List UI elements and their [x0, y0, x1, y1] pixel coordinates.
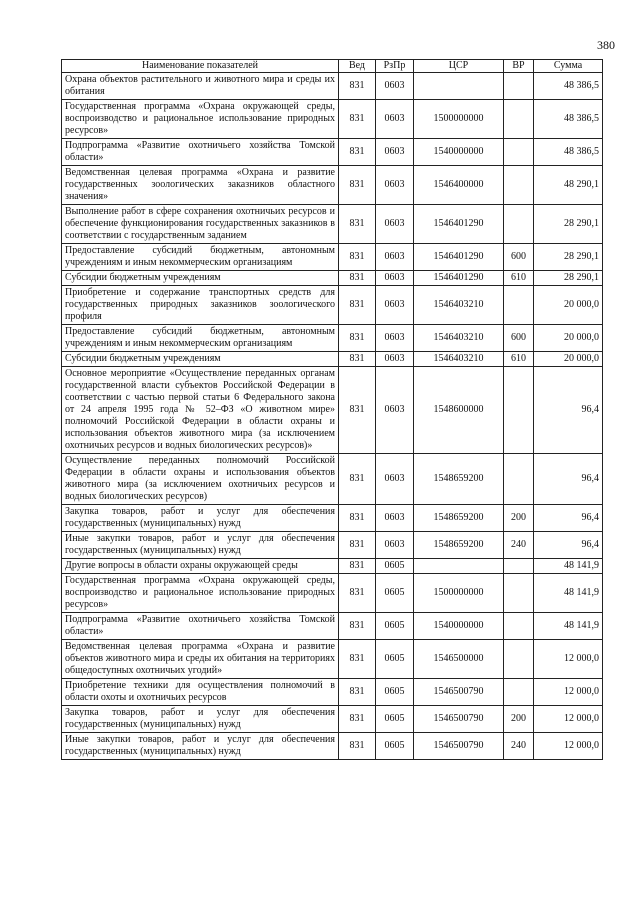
- cell-sum: 12 000,0: [534, 733, 603, 760]
- cell-rzpr: 0603: [376, 244, 414, 271]
- cell-sum: 12 000,0: [534, 679, 603, 706]
- cell-csr: 1546500790: [414, 733, 504, 760]
- cell-name: Государственная программа «Охрана окружающей среды, воспроизводство и рациональное использование природных ресурсов»: [62, 574, 339, 613]
- cell-csr: 1500000000: [414, 574, 504, 613]
- cell-sum: 20 000,0: [534, 352, 603, 367]
- cell-name: Другие вопросы в области охраны окружающей среды: [62, 559, 339, 574]
- cell-sum: 48 386,5: [534, 73, 603, 100]
- header-row: [62, 60, 603, 73]
- cell-sum: 28 290,1: [534, 244, 603, 271]
- cell-vr: [504, 613, 534, 640]
- cell-name: Иные закупки товаров, работ и услуг для обеспечения государственных (муниципальных) нужд: [62, 532, 339, 559]
- cell-rzpr: 0603: [376, 205, 414, 244]
- cell-vr: 600: [504, 244, 534, 271]
- table-row: [62, 532, 603, 559]
- cell-vr: 240: [504, 532, 534, 559]
- cell-ved: 831: [339, 100, 376, 139]
- budget-table: [61, 59, 603, 760]
- cell-name: Подпрограмма «Развитие охотничьего хозяйства Томской области»: [62, 139, 339, 166]
- cell-name: Субсидии бюджетным учреждениям: [62, 271, 339, 286]
- cell-rzpr: 0605: [376, 706, 414, 733]
- cell-sum: 20 000,0: [534, 286, 603, 325]
- table-row: [62, 613, 603, 640]
- cell-ved: 831: [339, 505, 376, 532]
- header-csr: ЦСР: [414, 60, 504, 73]
- cell-sum: 48 386,5: [534, 139, 603, 166]
- cell-vr: [504, 286, 534, 325]
- table-row: [62, 73, 603, 100]
- cell-ved: 831: [339, 166, 376, 205]
- cell-name: Осуществление переданных полномочий Российской Федерации в области охраны и использования объектов животного мира (за исключением охотничьих ресурсов и водных биологических ресурсов): [62, 454, 339, 505]
- cell-csr: 1540000000: [414, 139, 504, 166]
- table-row: [62, 706, 603, 733]
- cell-sum: 48 386,5: [534, 100, 603, 139]
- cell-ved: 831: [339, 367, 376, 454]
- cell-sum: 96,4: [534, 367, 603, 454]
- cell-name: Приобретение и содержание транспортных средств для государственных природных заказников зоологического профиля: [62, 286, 339, 325]
- cell-csr: 1546400000: [414, 166, 504, 205]
- cell-csr: 1546403210: [414, 352, 504, 367]
- table-row: [62, 271, 603, 286]
- cell-csr: 1546500790: [414, 679, 504, 706]
- cell-vr: 610: [504, 271, 534, 286]
- cell-ved: 831: [339, 574, 376, 613]
- cell-ved: 831: [339, 733, 376, 760]
- cell-rzpr: 0603: [376, 73, 414, 100]
- cell-csr: 1540000000: [414, 613, 504, 640]
- table-row: [62, 205, 603, 244]
- cell-rzpr: 0603: [376, 100, 414, 139]
- table-body: [62, 73, 603, 760]
- cell-rzpr: 0605: [376, 733, 414, 760]
- cell-sum: 12 000,0: [534, 706, 603, 733]
- table-row: [62, 286, 603, 325]
- cell-name: Ведомственная целевая программа «Охрана и развитие объектов животного мира и среды их обитания на территориях общедоступных охотничьих угодий»: [62, 640, 339, 679]
- cell-ved: 831: [339, 706, 376, 733]
- cell-ved: 831: [339, 352, 376, 367]
- table-row: [62, 679, 603, 706]
- cell-csr: 1546401290: [414, 244, 504, 271]
- cell-ved: 831: [339, 205, 376, 244]
- table-row: [62, 139, 603, 166]
- cell-csr: 1546500790: [414, 706, 504, 733]
- cell-rzpr: 0605: [376, 679, 414, 706]
- cell-vr: [504, 205, 534, 244]
- cell-rzpr: 0603: [376, 352, 414, 367]
- cell-name: Предоставление субсидий бюджетным, автономным учреждениям и иным некоммерческим организациям: [62, 325, 339, 352]
- cell-vr: [504, 166, 534, 205]
- cell-ved: 831: [339, 532, 376, 559]
- cell-csr: 1546403210: [414, 286, 504, 325]
- cell-vr: [504, 100, 534, 139]
- cell-sum: 48 290,1: [534, 166, 603, 205]
- cell-sum: 48 141,9: [534, 574, 603, 613]
- cell-sum: 48 141,9: [534, 613, 603, 640]
- table-row: [62, 454, 603, 505]
- cell-name: Субсидии бюджетным учреждениям: [62, 352, 339, 367]
- cell-name: Ведомственная целевая программа «Охрана и развитие государственных зоологических заказников областного значения»: [62, 166, 339, 205]
- cell-vr: [504, 574, 534, 613]
- cell-ved: 831: [339, 271, 376, 286]
- cell-sum: 20 000,0: [534, 325, 603, 352]
- table-row: [62, 166, 603, 205]
- cell-sum: 28 290,1: [534, 271, 603, 286]
- cell-rzpr: 0603: [376, 532, 414, 559]
- cell-rzpr: 0603: [376, 454, 414, 505]
- cell-csr: 1548659200: [414, 532, 504, 559]
- cell-vr: [504, 73, 534, 100]
- cell-ved: 831: [339, 73, 376, 100]
- cell-vr: [504, 679, 534, 706]
- cell-csr: 1546403210: [414, 325, 504, 352]
- table-row: [62, 559, 603, 574]
- cell-name: Закупка товаров, работ и услуг для обеспечения государственных (муниципальных) нужд: [62, 505, 339, 532]
- cell-ved: 831: [339, 559, 376, 574]
- cell-ved: 831: [339, 613, 376, 640]
- cell-ved: 831: [339, 286, 376, 325]
- table-header: [62, 60, 603, 73]
- cell-rzpr: 0603: [376, 271, 414, 286]
- cell-sum: 96,4: [534, 505, 603, 532]
- page-number: 380: [597, 38, 615, 52]
- cell-rzpr: 0605: [376, 640, 414, 679]
- cell-vr: 200: [504, 706, 534, 733]
- cell-name: Приобретение техники для осуществления полномочий в области охоты и охотничьих ресурсов: [62, 679, 339, 706]
- cell-csr: [414, 559, 504, 574]
- cell-name: Государственная программа «Охрана окружающей среды, воспроизводство и рациональное использование природных ресурсов»: [62, 100, 339, 139]
- cell-ved: 831: [339, 640, 376, 679]
- cell-rzpr: 0605: [376, 559, 414, 574]
- table-row: [62, 640, 603, 679]
- cell-rzpr: 0603: [376, 325, 414, 352]
- cell-sum: 28 290,1: [534, 205, 603, 244]
- cell-csr: [414, 73, 504, 100]
- cell-ved: 831: [339, 679, 376, 706]
- table-row: [62, 244, 603, 271]
- cell-vr: 240: [504, 733, 534, 760]
- cell-vr: 200: [504, 505, 534, 532]
- cell-rzpr: 0603: [376, 505, 414, 532]
- cell-vr: 600: [504, 325, 534, 352]
- cell-name: Основное мероприятие «Осуществление переданных органам государственной власти субъектов Российской Федерации в соответствии с частью первой статьи 6 Федерального закона от 24 апреля 1995 года № 52–ФЗ «О животном мире» полномочий Российской Федерации в области охраны и использования объектов животного мира (за исключением охотничьих ресурсов и водных биологических ресурсов)»: [62, 367, 339, 454]
- cell-vr: [504, 139, 534, 166]
- cell-ved: 831: [339, 139, 376, 166]
- cell-rzpr: 0603: [376, 367, 414, 454]
- table-row: [62, 325, 603, 352]
- cell-name: Охрана объектов растительного и животного мира и среды их обитания: [62, 73, 339, 100]
- cell-sum: 96,4: [534, 532, 603, 559]
- cell-csr: 1548659200: [414, 454, 504, 505]
- cell-sum: 12 000,0: [534, 640, 603, 679]
- table-row: [62, 352, 603, 367]
- cell-sum: 48 141,9: [534, 559, 603, 574]
- cell-name: Подпрограмма «Развитие охотничьего хозяйства Томской области»: [62, 613, 339, 640]
- table-row: [62, 574, 603, 613]
- table-row: [62, 733, 603, 760]
- table-row: [62, 505, 603, 532]
- cell-csr: 1546401290: [414, 205, 504, 244]
- header-ved: Вед: [339, 60, 376, 73]
- cell-ved: 831: [339, 244, 376, 271]
- table-row: [62, 100, 603, 139]
- cell-rzpr: 0605: [376, 574, 414, 613]
- cell-csr: 1546401290: [414, 271, 504, 286]
- cell-vr: [504, 640, 534, 679]
- cell-rzpr: 0603: [376, 286, 414, 325]
- cell-vr: [504, 367, 534, 454]
- cell-ved: 831: [339, 454, 376, 505]
- cell-name: Выполнение работ в сфере сохранения охотничьих ресурсов и обеспечение функционирования государственных заказников в соответствии с государственным заданием: [62, 205, 339, 244]
- cell-name: Закупка товаров, работ и услуг для обеспечения государственных (муниципальных) нужд: [62, 706, 339, 733]
- cell-csr: 1548659200: [414, 505, 504, 532]
- header-name: Наименование показателей: [62, 60, 339, 73]
- cell-rzpr: 0605: [376, 613, 414, 640]
- cell-ved: 831: [339, 325, 376, 352]
- cell-rzpr: 0603: [376, 139, 414, 166]
- header-rzpr: РзПр: [376, 60, 414, 73]
- header-sum: Сумма: [534, 60, 603, 73]
- table-row: [62, 367, 603, 454]
- header-vr: ВР: [504, 60, 534, 73]
- cell-rzpr: 0603: [376, 166, 414, 205]
- cell-name: Предоставление субсидий бюджетным, автономным учреждениям и иным некоммерческим организациям: [62, 244, 339, 271]
- cell-csr: 1500000000: [414, 100, 504, 139]
- cell-csr: 1546500000: [414, 640, 504, 679]
- cell-csr: 1548600000: [414, 367, 504, 454]
- cell-sum: 96,4: [534, 454, 603, 505]
- cell-vr: [504, 559, 534, 574]
- cell-vr: 610: [504, 352, 534, 367]
- cell-name: Иные закупки товаров, работ и услуг для обеспечения государственных (муниципальных) нужд: [62, 733, 339, 760]
- cell-vr: [504, 454, 534, 505]
